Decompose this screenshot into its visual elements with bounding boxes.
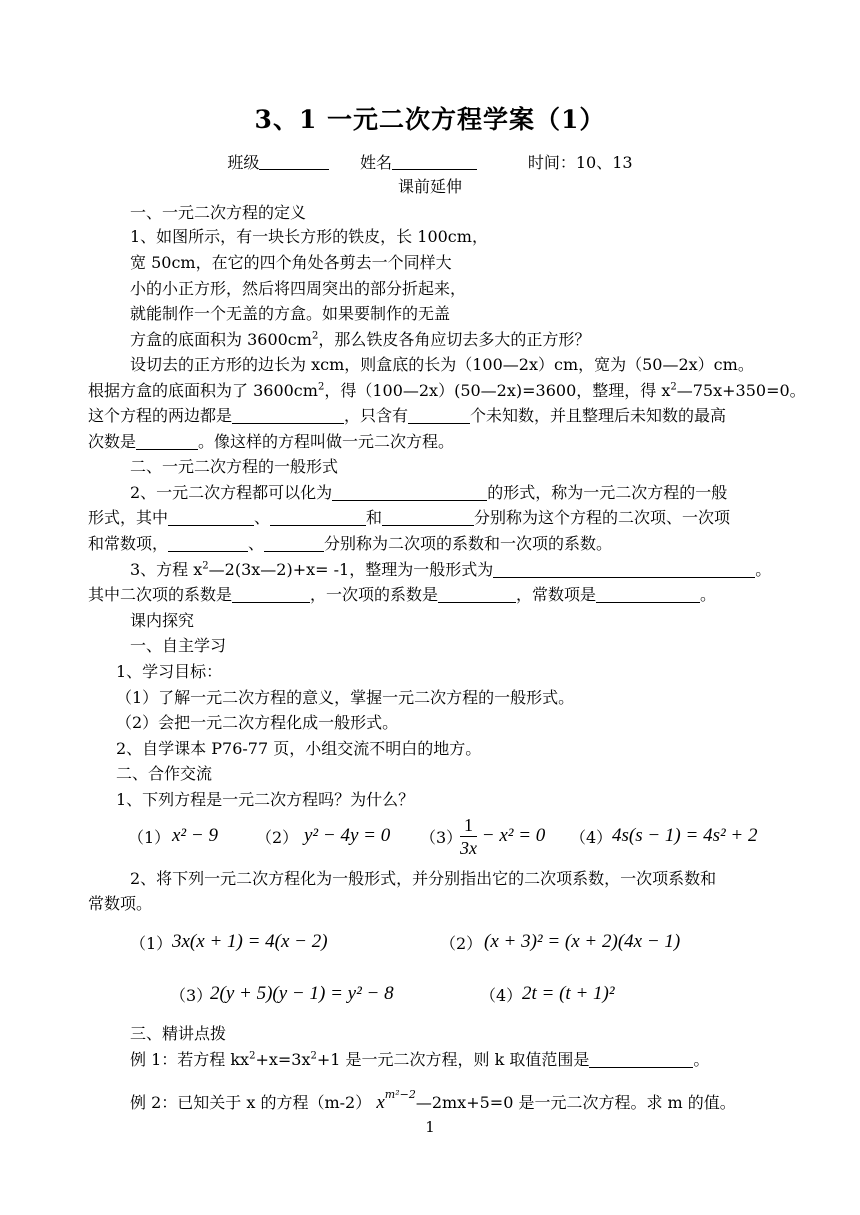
q1-line4: 就能制作一个无盖的方盒。如果要制作的无盖 xyxy=(130,304,451,323)
fill-blank[interactable] xyxy=(168,508,254,526)
coop-q2-line1: 2、将下列一元二次方程化为一般形式，并分别指出它的二次项系数，一次项系数和 xyxy=(130,869,717,888)
self-study-heading: 一、自主学习 xyxy=(130,636,227,655)
eq6-number: （2） xyxy=(440,934,483,953)
eq1: x² − 9 xyxy=(172,825,218,846)
example-1c: +1 是一元二次方程，则 k 取值范围是 xyxy=(316,1050,590,1069)
page-number: 1 xyxy=(425,1118,435,1136)
q3-line2b: ，一次项的系数是 xyxy=(310,585,439,604)
fraction-numerator: 1 xyxy=(460,814,477,837)
fill-blank[interactable] xyxy=(136,432,198,450)
eq2: y² − 4y = 0 xyxy=(304,825,391,846)
goal-2: （2）会把一元二次方程化成一般形式。 xyxy=(116,713,399,732)
eq5: 3x(x + 1) = 4(x − 2) xyxy=(172,931,328,952)
q1-line8c: 个未知数，并且整理后未知数的最高 xyxy=(470,406,727,425)
eq6: (x + 3)² = (x + 2)(4x − 1) xyxy=(484,931,681,952)
q1-line1: 1、如图所示，有一块长方形的铁皮，长 100cm， xyxy=(130,227,488,246)
q2-line2d: 分别称为这个方程的二次项、一次项 xyxy=(474,508,731,527)
guide-heading: 三、精讲点拨 xyxy=(130,1024,227,1043)
eq8-number: （4） xyxy=(480,986,523,1005)
class-label: 班级 xyxy=(227,153,260,172)
q3-line1c: 。 xyxy=(755,560,772,579)
eq3-number: （3） xyxy=(420,828,463,847)
section-in: 课内探究 xyxy=(130,611,195,630)
eq3 xyxy=(460,814,545,859)
fill-blank[interactable] xyxy=(232,406,344,424)
q3-line2 xyxy=(88,585,716,605)
q3-line2c: ，常数项是 xyxy=(516,585,597,604)
q2-line1 xyxy=(130,483,727,503)
class-blank xyxy=(259,153,329,170)
coop-q2-line2: 常数项。 xyxy=(88,894,153,913)
coop-q1: 1、下列方程是一元二次方程吗？为什么？ xyxy=(116,790,415,809)
sup-2: 2 xyxy=(311,330,319,342)
q2-line2 xyxy=(88,508,730,528)
q1-line5b: ，那么铁皮各角应切去多大的正方形？ xyxy=(318,330,591,349)
page-title: 3、1 一元二次方程学案（1） xyxy=(254,105,606,134)
q2-line2c: 和 xyxy=(366,508,383,527)
example-1d: 。 xyxy=(693,1050,710,1069)
q1-line5 xyxy=(130,330,590,350)
q1-line2: 宽 50cm，在它的四个角处各剪去一个同样大 xyxy=(130,253,452,272)
q1-line8a: 这个方程的两边都是 xyxy=(88,406,233,425)
name-label: 姓名 xyxy=(359,153,392,172)
coop-heading: 二、合作交流 xyxy=(116,764,213,783)
fill-blank[interactable] xyxy=(382,508,474,526)
q3-line1b: —2(3x—2)+x= -1，整理为一般形式为 xyxy=(208,560,494,579)
q3-line2d: 。 xyxy=(700,585,717,604)
sup-2: 2 xyxy=(670,381,677,393)
eq5-number: （1） xyxy=(130,934,173,953)
eq7-number: （3） xyxy=(170,986,213,1005)
q1-line7b: ，得（100—2x）(50—2x)=3600，整理，得 x xyxy=(324,381,671,400)
name-blank xyxy=(392,153,477,170)
example-2 xyxy=(130,1088,736,1113)
sup-2: 2 xyxy=(310,1050,317,1062)
q2-line2b: 、 xyxy=(254,508,271,527)
goal-heading: 1、学习目标： xyxy=(116,662,223,681)
fill-blank[interactable] xyxy=(168,534,248,552)
q2-line1b: 的形式，称为一元二次方程的一般 xyxy=(487,483,728,502)
fill-blank[interactable] xyxy=(332,483,487,501)
example-1a: 例 1：若方程 kx xyxy=(130,1050,250,1069)
fill-blank[interactable] xyxy=(270,508,366,526)
q1-line6: 设切去的正方形的边长为 xcm，则盒底的长为（100—2x）cm，宽为（50—2x）cm。 xyxy=(130,355,754,374)
q3-line1a: 3、方程 x xyxy=(130,560,203,579)
q3-line2a: 其中二次项的系数是 xyxy=(88,585,233,604)
fill-blank[interactable] xyxy=(589,1050,693,1068)
eq3-rest: − x² = 0 xyxy=(477,825,546,846)
q1-line9b: 。像这样的方程叫做一元二次方程。 xyxy=(198,432,455,451)
header-meta xyxy=(0,150,860,173)
example-2b: —2mx+5=0 是一元二次方程。求 m 的值。 xyxy=(415,1093,736,1112)
q1-line5a: 方盒的底面积为 3600cm xyxy=(130,330,312,349)
q2-line2a: 形式，其中 xyxy=(88,508,169,527)
q2-line3a: 和常数项， xyxy=(88,534,169,553)
fill-blank[interactable] xyxy=(596,585,700,603)
fill-blank[interactable] xyxy=(264,534,324,552)
q1-line7c: —75x+350=0。 xyxy=(676,381,806,400)
q1-line3: 小的小正方形，然后将四周突出的部分折起来， xyxy=(130,279,467,298)
fill-blank[interactable] xyxy=(438,585,516,603)
general-form-heading: 二、一元二次方程的一般形式 xyxy=(130,457,339,476)
section-pre: 课前延伸 xyxy=(397,177,462,196)
time-label: 时间：10、13 xyxy=(527,153,633,172)
eq2-number: （2） xyxy=(256,828,299,847)
sup-2: 2 xyxy=(249,1050,256,1062)
example-1 xyxy=(130,1050,709,1070)
example-1b: +x=3x xyxy=(255,1050,311,1069)
eq4: 4s(s − 1) = 4s² + 2 xyxy=(612,825,758,846)
example-2-variable: x xyxy=(376,1092,385,1113)
q3-line1 xyxy=(130,560,771,580)
fill-blank[interactable] xyxy=(408,406,470,424)
q1-line8 xyxy=(88,406,726,426)
q2-line3 xyxy=(88,534,612,554)
goal-1: （1）了解一元二次方程的意义，掌握一元二次方程的一般形式。 xyxy=(116,688,575,707)
self-study-text: 2、自学课本 P76-77 页，小组交流不明白的地方。 xyxy=(116,739,482,758)
eq1-number: （1） xyxy=(128,828,171,847)
example-2-exponent: m²−2 xyxy=(384,1088,416,1101)
definition-heading: 一、一元二次方程的定义 xyxy=(130,203,307,222)
q2-line1a: 2、一元二次方程都可以化为 xyxy=(130,483,333,502)
q2-line3b: 、 xyxy=(248,534,265,553)
eq8: 2t = (t + 1)² xyxy=(522,983,615,1004)
fill-blank[interactable] xyxy=(493,560,755,578)
fill-blank[interactable] xyxy=(232,585,310,603)
fraction xyxy=(460,814,477,859)
eq7: 2(y + 5)(y − 1) = y² − 8 xyxy=(210,983,394,1004)
fraction-denominator: 3x xyxy=(460,838,477,858)
eq4-number: （4） xyxy=(570,828,613,847)
q1-line9a: 次数是 xyxy=(88,432,137,451)
q2-line3c: 分别称为二次项的系数和一次项的系数。 xyxy=(324,534,613,553)
example-2a: 例 2：已知关于 x 的方程（m-2） xyxy=(130,1093,372,1112)
q1-line9 xyxy=(88,432,454,452)
q1-line7 xyxy=(88,381,806,401)
sup-2: 2 xyxy=(202,560,209,572)
q1-line8b: ，只含有 xyxy=(344,406,409,425)
q1-line7a: 根据方盒的底面积为了 3600cm xyxy=(88,381,318,400)
sup-2: 2 xyxy=(317,381,325,393)
